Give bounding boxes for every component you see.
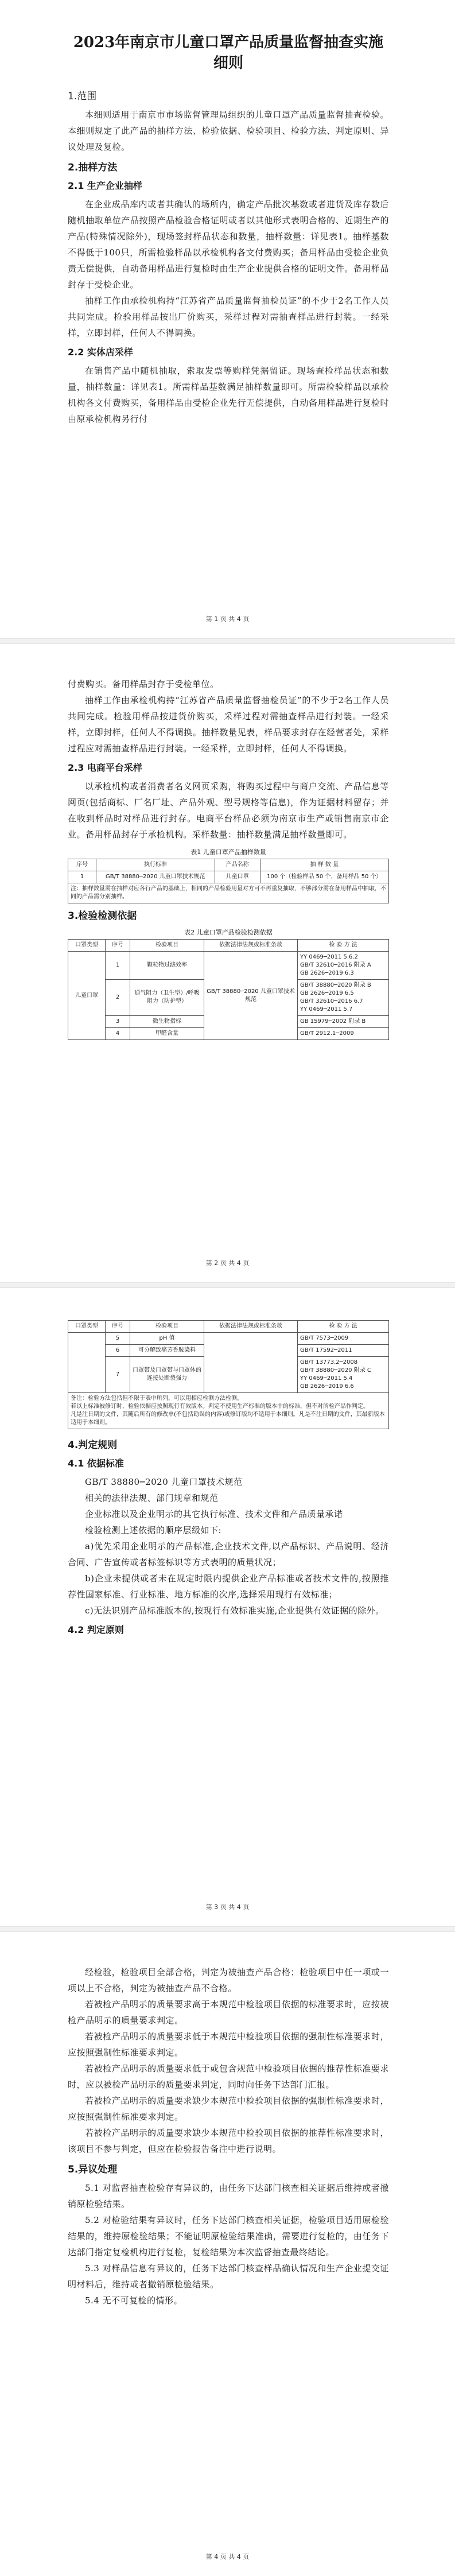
inspection-basis-table-continued [68, 1320, 389, 1429]
table-cell: GB/T 7573─2009 [298, 1333, 389, 1345]
table-cell: 3 [106, 1016, 130, 1028]
section-5-1: 5.1 对监督抽查检验存有异议的，由任务下达部门核查相关证据后维持或者撤销原检验结果。 [68, 2183, 389, 2209]
basis-line: 相关的法律法规、部门规章和规范 [85, 1493, 219, 1503]
product-type-cell [68, 1333, 106, 1393]
table-cell: 甲醛含量 [130, 1028, 204, 1040]
table-cell: 颗粒物过滤效率 [130, 952, 204, 980]
basis-item-b: b)企业未提供或者未在规定时限内提供企业产品标准或者技术文件的,按照推荐性国家标准、行业标准、地方标准的次序,选择采用现行有效标准； [68, 1573, 389, 1600]
table-header: 检 验 方 法 [298, 1321, 389, 1333]
table-cell: GB/T 13773.2─2008 GB/T 38880─2020 附录 C YY 0469─2011 5.4 GB 2626─2019 6.6 [298, 1357, 389, 1393]
table-cell: 微生物指标 [130, 1016, 204, 1028]
page-number: 第 4 页 共 4 页 [205, 2553, 250, 2561]
section-5-3: 5.3 对样品信息有异议的，任务下达部门核查样品确认情况和生产企业提交证明材料后，维持或者撤销原检验结果。 [68, 2263, 389, 2290]
table-cell: GB/T 38880─2020 附录 B GB 2626─2019 6.5 GB/T 32610─2016 6.7 YY 0469─2011 5.7 [298, 980, 389, 1016]
table-header: 口罩类型 [68, 940, 106, 952]
judgement-paragraph: 若被检产品明示的质量要求缺少本规范中检验项目依据的推荐性标准要求时，该项目不参与判定，但应在检验报告备注中进行说明。 [68, 2128, 389, 2154]
table-header: 抽 样 数 量 [260, 859, 388, 871]
page-separator [0, 1282, 455, 1288]
table-cell: 5 [106, 1333, 130, 1345]
table-header: 检 验 方 法 [298, 940, 389, 952]
section-4-2-heading: 4.2 判定原则 [68, 1624, 124, 1635]
table-cell: GB 15979─2002 附录 B [298, 1016, 389, 1028]
table-cell: 2 [106, 980, 130, 1016]
table-header: 序号 [68, 859, 96, 871]
page-separator [0, 1926, 455, 1932]
page-number: 第 2 页 共 4 页 [205, 1259, 250, 1267]
inspection-basis-table [68, 939, 389, 1040]
table-cell: YY 0469─2011 5.6.2 GB/T 32610─2016 附录 A GB 2626─2019 6.3 [298, 952, 389, 980]
table-2-caption: 表2 儿童口罩产品检验检测依据 [184, 929, 273, 936]
product-type-cell: 儿童口罩 [68, 952, 106, 1040]
section-5-2: 5.2 对检验结果有异议时，任务下达部门核查相关证据，检验项目适用原检验结果的，维持原检验结果；不能证明原检验结果准确，需要进行复检的，由任务下达部门指定复检机构进行复检，复检结果为本次监督抽查最终结论。 [68, 2215, 389, 2257]
page-2 [0, 644, 455, 1282]
section-1-heading: 1.范围 [68, 91, 97, 102]
table-note: 注：抽样数量需在抽样对应各行产品的基础上，相同的产品检验用量对方可不再重复抽取，不够部分需在备用样品中抽取，不同的产品需分别抽样。 [68, 883, 389, 903]
judgement-paragraph: 经检验，检验项目全部合格，判定为被抽查产品合格；检验项目中任一项或一项以上不合格，判定为被抽查产品不合格。 [68, 1967, 389, 1993]
section-2-1-paragraph-1: 在企业成品库内或者其确认的场所内，确定产品批次基数或者进货及库存数后随机抽取单位产品按照产品检验合格证明或者以其他形式表明合格的、近期生产的产品(特殊情况除外)，现场签封样品状态和数量，抽样数量：详见表1。抽样基数不得低于100只，所需检验样品以承检机构各文付费购买；备用样品由受检企业负责无偿提供，自动备用样品进行复检时由生产企业提供合格的证明文件。备用样品封存于受检企业。 [68, 199, 389, 290]
judgement-paragraph: 若被检产品明示的质量要求高于本规范中检验项目依据的标准要求时，应按被检产品明示的质量要求判定。 [68, 1999, 389, 2026]
table-cell: 通气阻力（卫生型）/呼吸阻力（防护型） [130, 980, 204, 1016]
section-5-heading: 5.异议处理 [68, 2164, 118, 2175]
table-cell: GB/T 38880─2020 儿童口罩技术规范 [96, 871, 215, 883]
table-cell: 100 个（检验样品 50 个，备用样品 50 个） [260, 871, 388, 883]
table-row [68, 952, 389, 980]
table-cell: 1 [68, 871, 96, 883]
standard-cell: GB/T 38880─2020 儿童口罩技术规范 [204, 952, 298, 1040]
table-header: 产品名称 [215, 859, 260, 871]
section-5-4: 5.4 无不可复检的情形。 [85, 2295, 183, 2306]
continued-paragraph: 付费购买。备用样品封存于受检单位。 [68, 679, 219, 689]
sampling-table [68, 859, 389, 903]
section-4-1-heading: 4.1 依据标准 [68, 1458, 124, 1469]
table-row [68, 871, 389, 883]
table-cell: 口罩带及口罩带与口罩体的连接处断裂强力 [130, 1357, 204, 1393]
section-3-heading: 3.检验检测依据 [68, 910, 137, 922]
judgement-paragraph: 若被检产品明示的质量要求缺少本规范中检验项目依据的强制性标准要求时，应按照强制性标准要求判定。 [68, 2096, 389, 2122]
page-number: 第 1 页 共 4 页 [205, 615, 250, 623]
table-cell: 儿童口罩 [215, 871, 260, 883]
table-cell: GB/T 2912.1─2009 [298, 1028, 389, 1040]
section-2-2-heading: 2.2 实体店采样 [68, 347, 133, 358]
basis-line: 检验检测上述依据的顺序层级如下: [85, 1525, 222, 1535]
table-header: 序号 [106, 1321, 130, 1333]
table-header: 序号 [106, 940, 130, 952]
page-number: 第 3 页 共 4 页 [205, 1903, 250, 1911]
table-note: 备注：检验方法包括但不限于表中所列，可以用相应检测方法检测。 若以上标准被修订时，检验依据应按照现行有效版本。判定不使用生产标准的版本中的标准，但不对所检产品作判定。 凡是注日期的文件，其随后所有的修改单(不包括勘误的内容)或修订版均不适用于本细则。凡是不注日期的文件，其最新版本适用于本细则。 [68, 1393, 389, 1429]
table-header: 检验项目 [130, 940, 204, 952]
table-header: 依据法律法规或标准条款 [204, 1321, 298, 1333]
judgement-paragraph: 若被检产品明示的质量要求低于或包含规范中检验项目依据的推荐性标准要求时，应以被检产品明示的质量要求判定，同时向任务下达部门汇报。 [68, 2063, 389, 2090]
table-cell: GB/T 17592─2011 [298, 1345, 389, 1357]
section-2-2-paragraph: 在销售产品中随机抽取，索取发票等购样凭据留证。现场查检样品状态和数量，抽样数量：详见表1。所需样品基数满足抽样数量即可。所需检验样品以承检机构各文付费购买，备用样品由受检企业先行无偿提供，自动备用样品进行复检时由原承检机构另行付 [68, 366, 389, 424]
page-1 [0, 0, 455, 638]
section-2-1-heading: 2.1 生产企业抽样 [68, 180, 142, 191]
basis-item-a: a)优先采用企业明示的产品标准,企业技术文件,以产品标识、产品说明、经济合同、广告宣传或者标签标识等方式表明的质量状况； [68, 1541, 389, 1568]
table-cell: 可分解致癌芳香胺染料 [130, 1345, 204, 1357]
section-2-3-paragraph: 以承检机构或者消费者名义网页采购，将购买过程中与商户交流、产品信息等网页(包括商标、厂名厂址、产品外观、型号规格等信息)，作为证据材料留存；并在收到样品时对样品进行封存。电商平台样品必须为南京市生产或销售南京市企业。备用样品封存于承检机构。采样数量：抽样数量满足抽样数量即可。 [68, 781, 389, 840]
page-separator [0, 638, 455, 644]
section-4-heading: 4.判定规则 [68, 1440, 118, 1451]
basis-line: 企业标准以及企业明示的其它执行标准、技术文件和产品质量承诺 [85, 1509, 343, 1519]
section-2-1-paragraph-2: 抽样工作由承检机构持“江苏省产品质量监督抽检员证”的不少于2名工作人员共同完成。检验用样品按出厂价购买，采样过程对需抽查样品进行封装。一经采样，立即封样，任何人不得调换。 [68, 296, 389, 338]
section-2-heading: 2.抽样方法 [68, 162, 118, 173]
page-3 [0, 1288, 455, 1926]
standard-line: GB/T 38880─2020 儿童口罩技术规范 [85, 1477, 243, 1487]
basis-item-c: c)无法识别产品标准版本的,按现行有效标准实施,企业提供有效证据的除外。 [85, 1605, 384, 1616]
table-1-caption: 表1 儿童口罩产品抽样数量 [190, 848, 266, 856]
table-cell: pH 值 [130, 1333, 204, 1345]
table-cell: 7 [106, 1357, 130, 1393]
page-4 [0, 1932, 455, 2576]
table-cell: 6 [106, 1345, 130, 1357]
section-2-2-paragraph-2: 抽样工作由承检机构持“江苏省产品质量监督抽检员证”的不少于2名工作人员共同完成。检验用样品按进货价购买，采样过程对需抽查样品进行封装。一经采样，立即封样，任何人不得调换。抽样数量见表，样品要求封存在经营者处，采样过程应对需抽查样品进行封装。一经采样，立即封样，任何人不得调换。 [68, 695, 389, 754]
table-row [68, 1333, 389, 1345]
judgement-paragraph: 若被检产品明示的质量要求低于本规范中检验项目依据的强制性标准要求时，应按照强制性标准要求判定。 [68, 2031, 389, 2058]
table-header: 检验项目 [130, 1321, 204, 1333]
table-header: 口罩类型 [68, 1321, 106, 1333]
standard-cell [204, 1333, 298, 1393]
section-2-3-heading: 2.3 电商平台采样 [68, 762, 142, 773]
table-header: 依据法律法规或标准条款 [204, 940, 298, 952]
section-1-paragraph: 本细则适用于南京市市场监督管理局组织的儿童口罩产品质量监督抽查检验。本细则规定了此产品的抽样方法、检验依据、检验项目、检验方法、判定原则、异议处理及复检。 [68, 110, 389, 152]
table-cell: 4 [106, 1028, 130, 1040]
table-cell: 1 [106, 952, 130, 980]
document-title: 2023年南京市儿童口罩产品质量监督抽查实施细则 [73, 34, 384, 72]
table-header: 执行标准 [96, 859, 215, 871]
